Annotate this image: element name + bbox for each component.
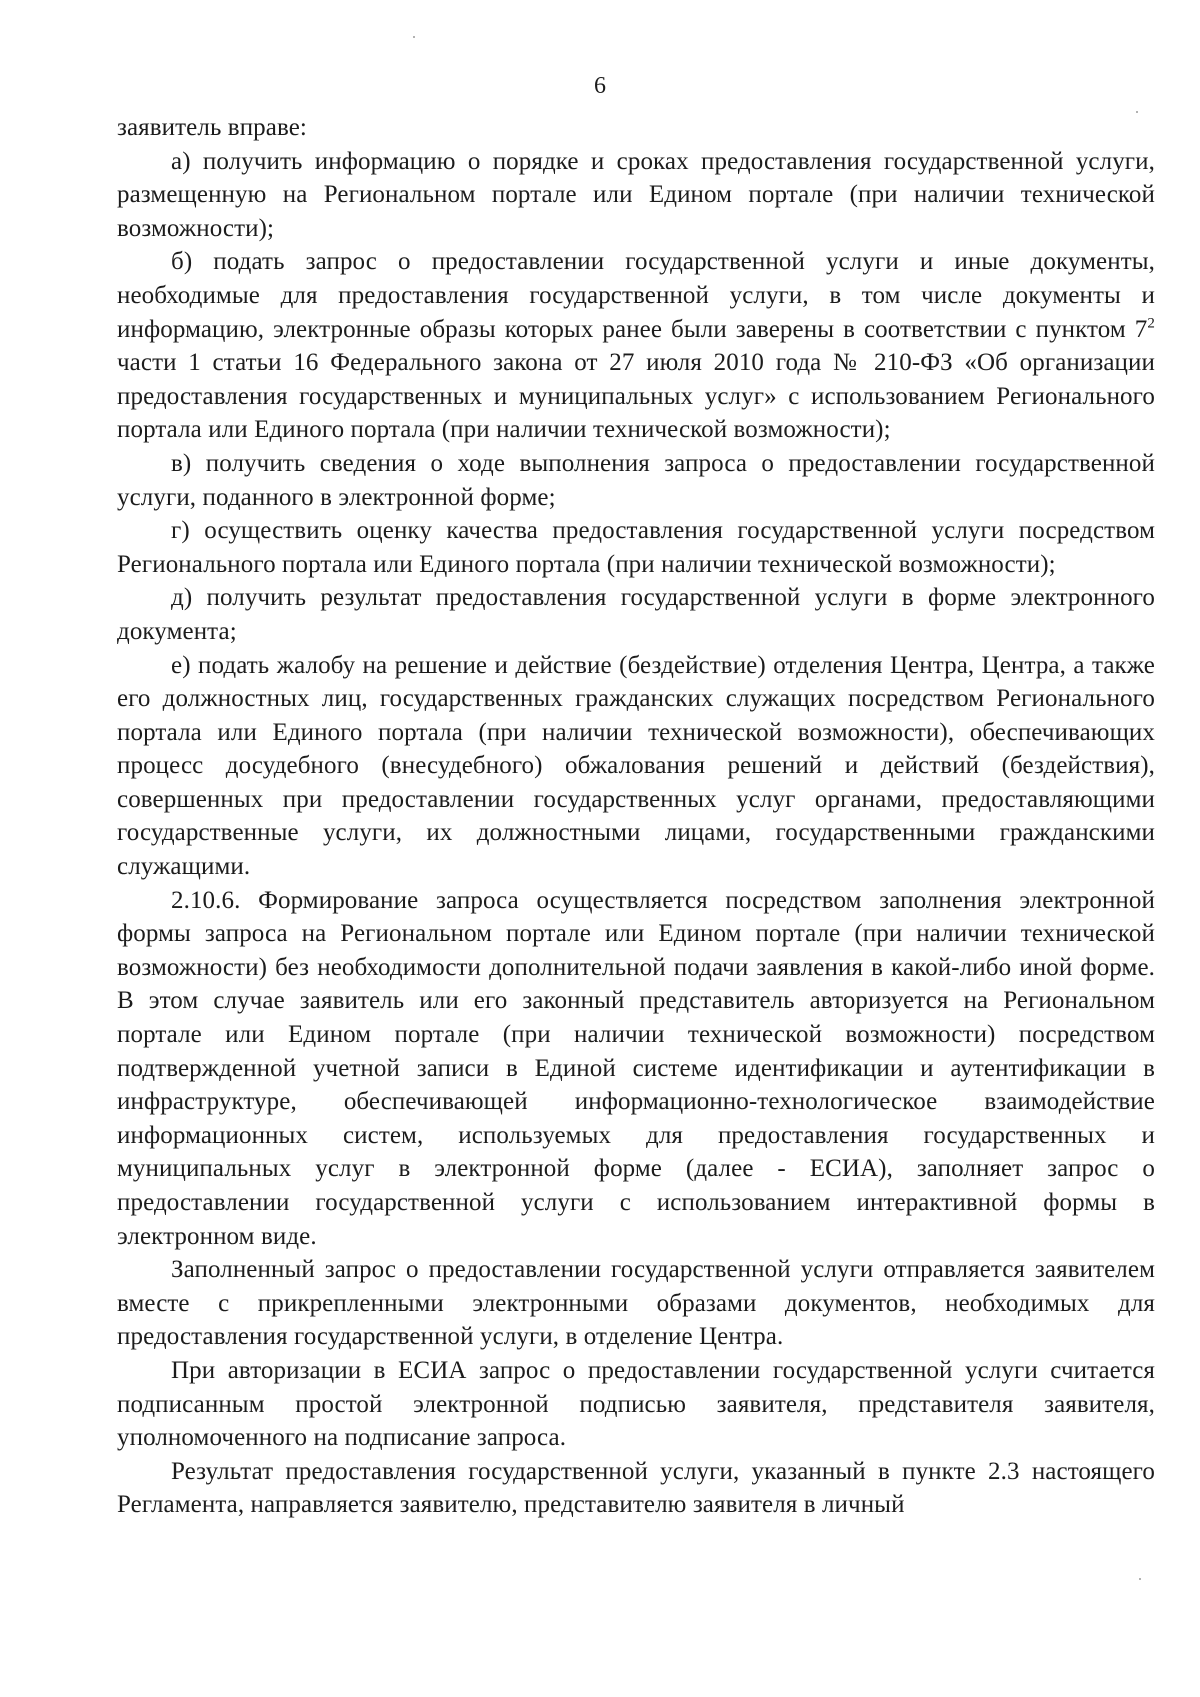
paragraph-result: Результат предоставления государственной услуги, указанный в пункте 2.3 настоящего Регламента, направляется заявителю, представителю заявителя в личный (117, 1457, 1155, 1519)
superscript-2: 2 (1147, 315, 1155, 332)
paragraph-item-e: е) подать жалобу на решение и действие (бездействие) отделения Центра, Центра, а также его должностных лиц, государственных гражданских служащих посредством Регионального портала или Единого портала (при наличии технической возможности), обеспечивающих процесс досудебного (внесудебного) обжалования решений и действий (бездействия), совершенных при предоставлении государственных услуг органами, предоставляющими государственные услуги, их должностными лицами, государственными гражданскими служащими. (117, 651, 1155, 881)
paragraph-esia-authorization: При авторизации в ЕСИА запрос о предоставлении государственной услуги считается подписанным простой электронной подписью заявителя, представителя заявителя, уполномоченного на подписание запроса. (117, 1356, 1155, 1452)
document-body (117, 111, 1155, 1522)
paragraph-item-b (117, 245, 1155, 447)
scan-speck (1139, 1578, 1141, 1580)
paragraph-item-g: г) осуществить оценку качества предоставления государственной услуги посредством Регионального портала или Единого портала (при наличии технической возможности); (117, 517, 1155, 578)
paragraph-2-10-6: 2.10.6. Формирование запроса осуществляется посредством заполнения электронной формы запроса на Региональном портале или Едином портале (при наличии технической возможности) без необходимости дополнительной подачи заявления в какой-либо иной форме. В этом случае заявитель или его законный представитель авторизуется на Региональном портале или Едином портале (при наличии технической возможности) посредством подтвержденной учетной записи в Единой системе идентификации и аутентификации в инфраструктуре, обеспечивающей информационно-технологическое взаимодействие информационных систем, используемых для предоставления государственных и муниципальных услуг в электронной форме (далее - ЕСИА), заполняет запрос о предоставлении государственной услуги с использованием интерактивной формы в электронном виде. (117, 886, 1155, 1250)
paragraph-item-a: а) получить информацию о порядке и сроках предоставления государственной услуги, размещенную на Региональном портале или Едином портале (при наличии технической возможности); (117, 147, 1155, 242)
paragraph-intro: заявитель вправе: (117, 114, 307, 141)
paragraph-filled-request: Заполненный запрос о предоставлении государственной услуги отправляется заявителем вместе с прикрепленными электронными образами документов, необходимых для предоставления государственной услуги, в отделение Центра. (117, 1256, 1155, 1351)
paragraph-item-b-text-end: части 1 статьи 16 Федерального закона от 27 июля 2010 года № 210-ФЗ «Об организации предоставления государственных и муниципальных услуг» с использованием Регионального портала или Единого портала (при наличии технической возможности); (117, 349, 1155, 444)
scan-speck (1136, 111, 1138, 113)
paragraph-item-d: д) получить результат предоставления государственной услуги в форме электронного документа; (117, 584, 1155, 645)
paragraph-item-v: в) получить сведения о ходе выполнения запроса о предоставлении государственной услуги, поданного в электронной форме; (117, 449, 1155, 511)
scan-speck (413, 36, 415, 38)
paragraph-item-b-text-start: б) подать запрос о предоставлении государственной услуги и иные документы, необходимые для предоставления государственной услуги, в том числе документы и информацию, электронные образы которых ранее были заверены в соответствии с пунктом 7 (117, 248, 1155, 343)
page-number: 6 (594, 73, 606, 99)
